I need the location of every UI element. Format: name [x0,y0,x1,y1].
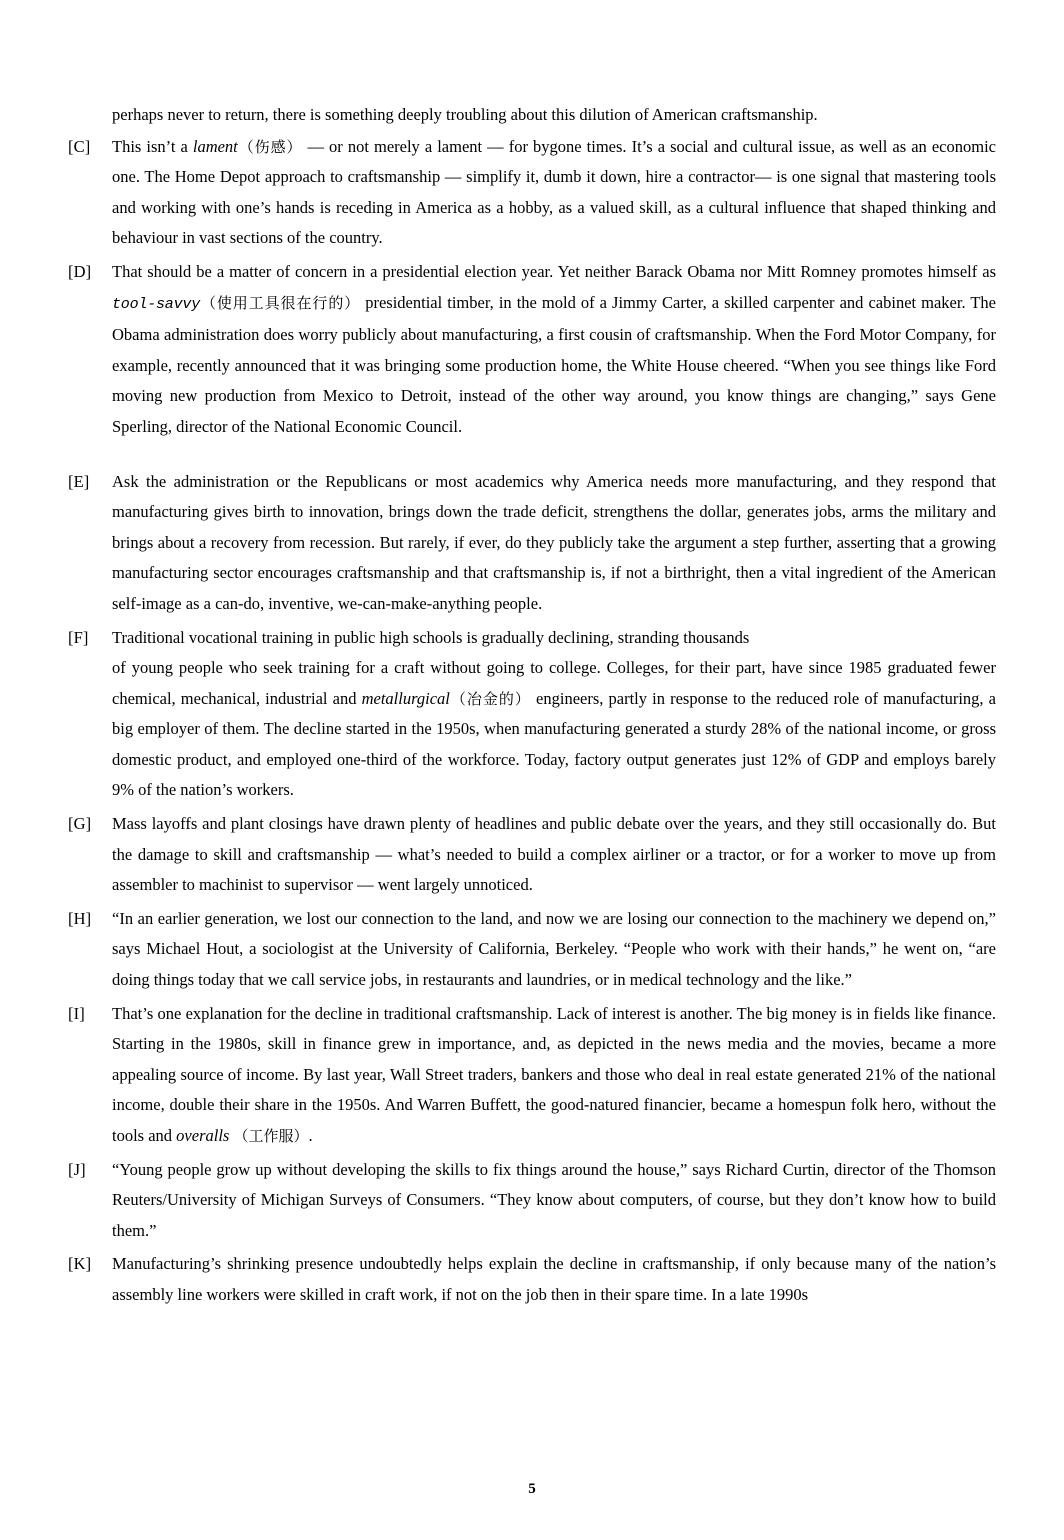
italic-term: overalls [176,1126,230,1145]
paragraph-text [112,1249,996,1310]
italic-term: metallurgical [361,688,450,708]
chinese-gloss: （冶金的） [449,689,531,708]
paragraph-marker: [H] [68,908,92,928]
paragraph-row [68,257,996,443]
paragraph-text [112,999,996,1152]
paragraph-marker: [E] [68,471,90,491]
paragraph-text [112,467,996,620]
page-number: 5 [528,1481,536,1497]
text-run: This isn’t a [112,136,193,156]
paragraph-block [68,1249,996,1313]
paragraph-block [68,257,996,467]
paragraph-row [68,1155,996,1247]
paragraph-remainder [112,653,996,806]
paragraph-block [68,467,996,623]
text-run: of young people who seek training for a craft without going to college. Colleges, for their part, have since 1985 graduated fewer chemical, mechanical, industrial and [112,658,996,708]
italic-term: lament [192,136,238,156]
page-content [68,100,996,1314]
paragraph-spacer [68,1311,996,1314]
chinese-gloss: （使用工具很在行的） [200,293,361,312]
text-run: — or not merely a lament — for bygone times. It’s a social and cultural issue, as well as an economic one. The Home Depot approach to craftsmanship — simplify it, dumb it down, hire a contractor— is one signal that mastering tools and working with one’s hands is receding in America as a hobby, as a valued skill, as a cultural influence that shaped thinking and behaviour in vast sections of the country. [112,136,996,248]
paragraph-row [68,1249,996,1310]
mono-italic-term: tool-savvy [112,295,201,313]
paragraph-marker: [G] [68,814,92,834]
text-run: “Young people grow up without developing the skills to fix things around the house,” says Richard Curtin, director of the Thomson Reuters/University of Michigan Surveys of Consumers. “They know about computers, of course, but they don’t know how to build them.” [112,1159,996,1240]
paragraph-marker: [C] [68,136,91,156]
paragraph-list [68,132,996,1314]
text-run: That should be a matter of concern in a presidential election year. Yet neither Barack Obama nor Mitt Romney promotes himself as [112,261,996,281]
paragraph-text [112,904,996,996]
text-run: Mass layoffs and plant closings have drawn plenty of headlines and public debate over the years, and they still occasionally do. But the damage to skill and craftsmanship — what’s needed to build a complex airliner or a tractor, or for a worker to move up from assembler to machinist to supervisor — went largely unnoticed. [112,814,996,895]
paragraph-marker: [J] [68,1159,86,1179]
paragraph-text [112,132,996,254]
paragraph-block [68,132,996,257]
lead-in-paragraph: perhaps never to return, there is something deeply troubling about this dilution of American craftsmanship. [112,105,818,124]
text-run: “In an earlier generation, we lost our connection to the land, and now we are losing our connection to the machinery we depend on,” says Michael Hout, a sociologist at the University of California, Berkeley. “People who work with their hands,” he went on, “are doing things today that we call service jobs, in restaurants and laundries, or in medical technology and the like.” [112,908,996,990]
paragraph-first-line: Traditional vocational training in public high schools is gradually declining, stranding thousands [112,627,750,647]
paragraph-row [68,809,996,901]
text-run: That’s one explanation for the decline in traditional craftsmanship. Lack of interest is another. The big money is in fields like finance. Starting in the 1980s, skill in finance grew in importance, and, as depicted in the news media and the movies, became a more appealing source of income. By last year, Wall Street traders, bankers and those who deal in real estate generated 21% of the national income, double their share in the 1950s. And Warren Buffett, the good-natured financier, became a homespun folk hero, without the tools and [112,1003,996,1145]
paragraph-marker: [F] [68,627,89,647]
paragraph-text [112,623,996,807]
paragraph-text [112,1155,996,1247]
text-run: presidential timber, in the mold of a Jimmy Carter, a skilled carpenter and cabinet maker. The Obama administration does worry publicly about manufacturing, a first cousin of craftsmanship. When the Ford Motor Company, for example, recently announced that it was bringing some production home, the White House cheered. “When you see things like Ford moving new production from Mexico to Detroit, instead of the other way around, you know things are changing,” says Gene Sperling, director of the National Economic Council. [112,292,996,436]
paragraph-block [68,999,996,1155]
paragraph-spacer [68,443,996,467]
paragraph-text [112,257,996,443]
paragraph-marker: [I] [68,1003,85,1023]
paragraph-row [68,623,996,807]
paragraph-marker: [K] [68,1254,92,1274]
paragraph-row [68,132,996,254]
paragraph-row [68,904,996,996]
chinese-gloss: （伤感） [237,137,303,156]
paragraph-row [68,999,996,1152]
paragraph-row [68,467,996,620]
paragraph-block [68,904,996,999]
paragraph-block [68,809,996,904]
paragraph-block [68,623,996,810]
text-run: engineers, partly in response to the reduced role of manufacturing, a big employer of them. The decline started in the 1950s, when manufacturing generated a sturdy 28% of the national income, or gross domestic product, and employed one-third of the workforce. Today, factory output generates just 12% of GDP and employs barely 9% of the nation’s workers. [112,688,996,800]
chinese-gloss: （工作服） [233,1127,309,1145]
paragraph-block [68,1155,996,1250]
paragraph-marker: [D] [68,261,92,281]
text-run: Manufacturing’s shrinking presence undoubtedly helps explain the decline in craftsmanship, if only because many of the nation’s assembly line workers were skilled in craft work, if not on the job then in their spare time. In a late 1990s [112,1254,996,1304]
paragraph-text [112,809,996,901]
text-run: . [308,1126,313,1145]
text-run: Ask the administration or the Republicans or most academics why America needs more manufacturing, and they respond that manufacturing gives birth to innovation, brings down the trade deficit, strengthens the dollar, generates jobs, arms the military and brings about a recovery from recession. But rarely, if ever, do they publicly take the argument a step further, asserting that a growing manufacturing sector encourages craftsmanship and that craftsmanship is, if not a birthright, then a vital ingredient of the American self-image as a can-do, inventive, we-can-make-anything people. [112,471,996,613]
